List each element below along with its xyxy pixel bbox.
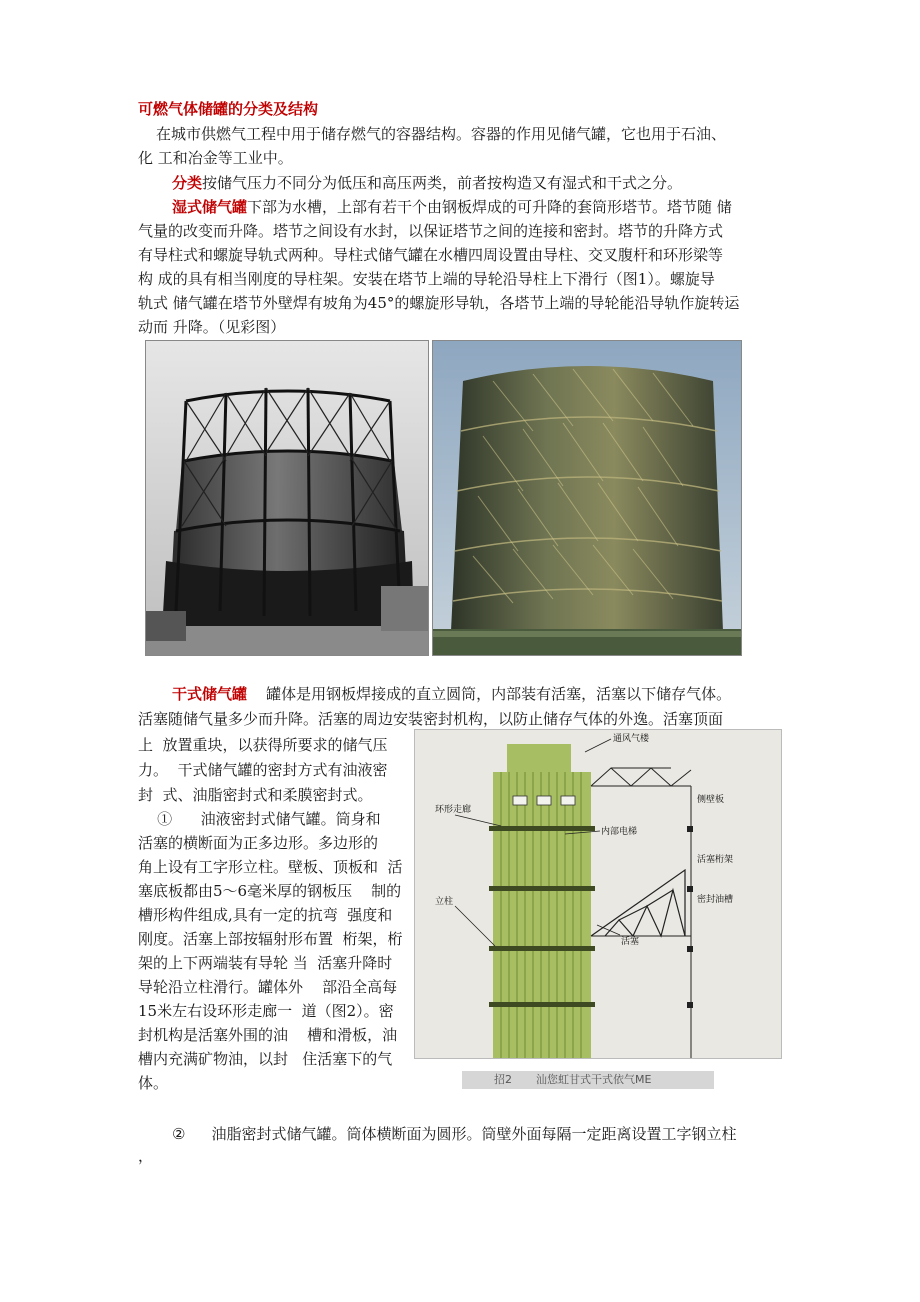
wet-tank-line-2: 气量的改变而升降。塔节之间设有水封，以保证塔节之间的连接和密封。塔节的升降方式 — [138, 222, 724, 240]
classification-label: 分类 — [172, 174, 203, 192]
dry-tank-left-line: 导轮沿立柱滑行。罐体外 部沿全高每 — [138, 978, 398, 996]
wet-tank-line-6: 动而 升降。（见彩图） — [138, 318, 286, 336]
diagram-label-side-wall: 侧壁板 — [697, 795, 725, 805]
diagram-label-seal-tank: 密封油槽 — [697, 895, 734, 905]
dry-tank-left-line: 角上设有工字形立柱。壁板、顶板和 活 — [138, 858, 403, 876]
diagram-label-ring-corridor: 环形走廊 — [435, 805, 472, 815]
dry-tank-left-line: 槽内充满矿物油，以封 住活塞下的气 — [138, 1050, 393, 1068]
grease-tank-line-2: ， — [138, 1147, 154, 1165]
dry-tank-left-line: 封机构是活塞外围的油 槽和滑板，油 — [138, 1026, 398, 1044]
page-title: 可燃气体储罐的分类及结构 — [138, 100, 319, 118]
dry-tank-left-line: 架的上下两端装有导轮 当 活塞升降时 — [138, 954, 393, 972]
classification-text: 按储气压力不同分为低压和高压两类，前者按构造又有湿式和干式之分。 — [202, 174, 683, 192]
dry-tank-left-line: ① 油液密封式储气罐。筒身和 — [138, 810, 381, 828]
dry-tank-left-line: 封 式、油脂密封式和柔膜密封式。 — [138, 786, 373, 804]
wet-tank-line-5: 轨式 储气罐在塔节外壁焊有坡角为45°的螺旋形导轨，各塔节上端的导轮能沿导轨作旋转运 — [138, 294, 740, 312]
wet-tank-line-4: 构 成的具有相当刚度的导柱架。安装在塔节上端的导轮沿导柱上下滑行（图1）。螺旋导 — [138, 270, 715, 288]
diagram-caption-text: 汕您虹甘式干式依气ME — [536, 1073, 652, 1086]
diagram-caption — [462, 1071, 714, 1089]
classification-paragraph — [172, 171, 682, 195]
dry-tank-line-1: 干式储气罐 罐体是用钢板焊接成的直立圆筒，内部装有活塞，活塞以下储存气体。 — [172, 685, 732, 703]
dry-tank-left-line: 力。 干式储气罐的密封方式有油液密 — [138, 761, 388, 779]
wet-tank-line-1: 湿式储气罐下部为水槽，上部有若干个由钢板焊成的可升降的套筒形塔节。塔节随 储 — [172, 198, 732, 216]
diagram-label-vent: 通风气楼 — [613, 734, 650, 744]
intro-line-1: 在城市供燃气工程中用于储存燃气的容器结构。容器的作用见储气罐，它也用于石油、 — [156, 125, 727, 143]
diagram-caption-fig: 招2 — [494, 1073, 512, 1086]
dry-tank-left-line: 刚度。活塞上部按辐射形布置 桁架，桁 — [138, 930, 403, 948]
wet-tank-line-3: 有导柱式和螺旋导轨式两种。导柱式储气罐在水槽四周设置由导柱、交叉腹杆和环形梁等 — [138, 246, 724, 264]
diagram-label-column: 立柱 — [435, 897, 454, 907]
dry-tank-left-line: 塞底板都由5～6毫米厚的钢板压 制的 — [138, 882, 402, 900]
dry-tank-left-line: 体。 — [138, 1074, 169, 1092]
wet-tank-label: 湿式储气罐 — [172, 198, 248, 216]
dry-tank-left-line: 15米左右设环形走廊一 道（图2）。密 — [138, 1002, 394, 1020]
dry-tank-left-line: 活塞的横断面为正多边形。多边形的 — [138, 834, 379, 852]
diagram-label-internal-elevator: 内部电梯 — [601, 827, 638, 837]
intro-line-2: 化 工和冶金等工业中。 — [138, 149, 293, 167]
dry-tank-line-2: 活塞随储气量多少而升降。活塞的周边安装密封机构，以防止储存气体的外逸。活塞顶面 — [138, 710, 724, 728]
diagram-label-piston-truss: 活塞桁架 — [697, 855, 734, 865]
guide-column-holder-photo — [145, 340, 429, 656]
grease-tank-marker: ② — [172, 1125, 186, 1143]
grease-tank-line-1: ② 油脂密封式储气罐。筒体横断面为圆形。筒壁外面每隔一定距离设置工字钢立柱 — [172, 1125, 737, 1143]
dry-tank-left-line: 上 放置重块，以获得所要求的储气压 — [138, 736, 388, 754]
dry-tank-label: 干式储气罐 — [172, 685, 248, 703]
dry-holder-diagram — [414, 729, 782, 1059]
diagram-label-piston: 活塞 — [621, 937, 640, 947]
spiral-guide-holder-photo — [432, 340, 742, 656]
dry-tank-left-line: 槽形构件组成,具有一定的抗弯 强度和 — [138, 906, 393, 924]
